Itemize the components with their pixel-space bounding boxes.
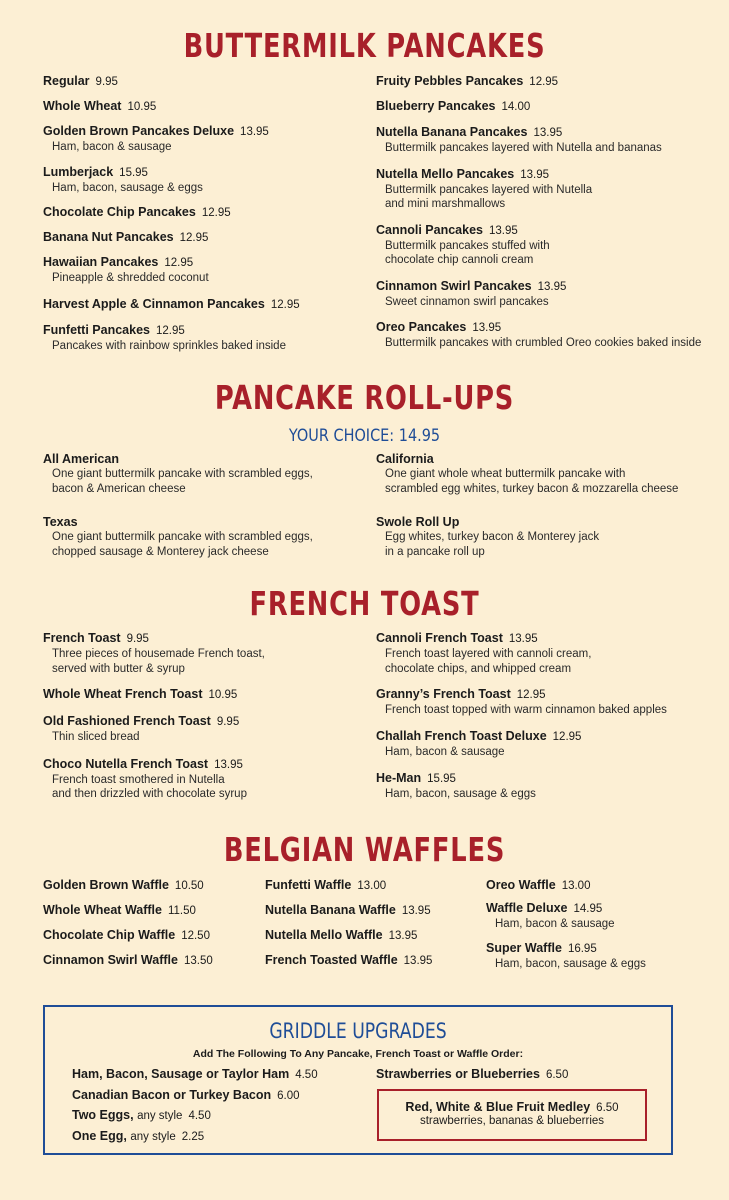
menu-item-price: 13.50: [183, 955, 213, 967]
pancakes-left-column: [43, 74, 363, 353]
upgrades-title: GRIDDLE UPGRADES: [269, 1019, 447, 1043]
menu-item-description: Pancakes with rainbow sprinkles baked inside: [52, 339, 286, 352]
menu-item-description: Ham, bacon, sausage & eggs: [495, 957, 646, 970]
menu-item: [376, 320, 706, 351]
menu-item: [376, 687, 706, 718]
menu-item-name: California: [376, 452, 434, 466]
upgrade-item: One Egg, any style 2.25: [72, 1129, 205, 1143]
menu-item: [376, 452, 706, 496]
menu-item-name: Funfetti Pancakes: [43, 322, 150, 337]
menu-item-description: French toast layered with cannoli cream, chocolate chips, and whipped cream: [385, 648, 592, 675]
menu-item-name: Granny’s French Toast: [376, 687, 511, 701]
menu-item: [43, 714, 363, 745]
menu-item-description: Pineapple & shredded coconut: [52, 272, 209, 284]
pancakes-title: BUTTERMILK PANCAKES: [183, 26, 546, 65]
menu-item-name: Cannoli Pancakes: [376, 222, 483, 237]
menu-item-name: Cinnamon Swirl Waffle: [43, 953, 178, 967]
menu-item: [43, 452, 363, 496]
menu-item: [265, 953, 475, 969]
waffles-column-1: [43, 878, 253, 969]
menu-item-description: Ham, bacon & sausage: [385, 745, 505, 758]
menu-item-name: Cannoli French Toast: [376, 631, 503, 645]
menu-item-price: 9.95: [95, 76, 118, 88]
menu-item-price: 11.50: [167, 905, 196, 917]
menu-item-name: Cinnamon Swirl Pancakes: [376, 278, 532, 293]
menu-item-price: 9.95: [216, 716, 240, 728]
upgrades-subtitle: Add The Following To Any Pancake, French Toast or Waffle Order:: [192, 1048, 524, 1060]
menu-item-price: 12.95: [270, 298, 300, 311]
menu-item-description: Ham, bacon, sausage & eggs: [52, 181, 203, 194]
menu-item-description: Buttermilk pancakes stuffed with chocolate chip cannoli cream: [385, 239, 550, 266]
menu-item-description: Three pieces of housemade French toast, served with butter & syrup: [52, 648, 265, 675]
menu-item: [486, 941, 706, 972]
menu-item-price: 13.95: [508, 633, 538, 645]
menu-item: [43, 205, 363, 221]
menu-item-name: Chocolate Chip Waffle: [43, 928, 176, 942]
menu-item-price: 13.00: [561, 880, 591, 892]
menu-item-name: All American: [43, 452, 119, 466]
upgrade-item: Canadian Bacon or Turkey Bacon 6.00: [72, 1088, 300, 1102]
menu-item-description: Ham, bacon, sausage & eggs: [385, 788, 536, 800]
menu-item: [486, 878, 706, 894]
menu-item: [376, 99, 706, 115]
menu-item-price: 10.50: [174, 880, 204, 892]
pancakes-right-column: [376, 74, 706, 351]
menu-item: [376, 631, 706, 676]
menu-item-price: 13.95: [472, 322, 502, 334]
fruit-medley-box: [377, 1089, 647, 1141]
menu-item-price: 13.00: [357, 880, 387, 892]
menu-item-description: One giant buttermilk pancake with scrambled eggs, chopped sausage & Monterey jack cheese: [52, 531, 313, 558]
menu-item-price: 10.95: [127, 101, 157, 113]
menu-item: [43, 953, 253, 969]
menu-item: [43, 903, 253, 919]
menu-item: [43, 165, 363, 196]
menu-item-price: 13.95: [489, 224, 518, 237]
menu-item-description: Buttermilk pancakes layered with Nutella and bananas: [385, 142, 662, 154]
menu-item-name: Regular: [43, 74, 90, 88]
menu-item: [376, 74, 706, 90]
menu-item-price: 10.95: [208, 689, 238, 701]
menu-item: [265, 878, 475, 894]
menu-item-name: Banana Nut Pancakes: [43, 230, 174, 244]
menu-item-name: Nutella Mello Waffle: [265, 928, 383, 942]
menu-item-price: 14.00: [501, 101, 531, 113]
menu-item: [376, 729, 706, 760]
menu-item-name: Challah French Toast Deluxe: [376, 728, 547, 743]
menu-item: [43, 99, 363, 115]
menu-item-name: Nutella Banana Pancakes: [376, 125, 528, 139]
menu-item: [376, 125, 706, 156]
menu-item-name: French Toasted Waffle: [265, 953, 398, 967]
menu-item-price: 13.95: [388, 930, 418, 942]
menu-item-price: 13.95: [537, 280, 567, 293]
menu-item-price: 14.95: [573, 903, 603, 915]
menu-item-price: 12.95: [529, 76, 559, 88]
waffles-column-3: [486, 878, 706, 971]
fruit-medley-desc: strawberries, bananas & blueberries: [419, 1115, 605, 1127]
menu-item: [376, 279, 706, 310]
menu-item-description: Sweet cinnamon swirl pancakes: [385, 295, 549, 308]
menu-item-price: 15.95: [427, 773, 456, 785]
menu-item-name: Harvest Apple & Cinnamon Pancakes: [43, 296, 265, 311]
menu-item: [43, 515, 363, 559]
menu-item-description: Ham, bacon & sausage: [495, 918, 615, 930]
menu-item-name: Chocolate Chip Pancakes: [43, 205, 196, 219]
menu-item-price: 12.95: [516, 689, 546, 701]
menu-item-description: French toast smothered in Nutella and then drizzled with chocolate syrup: [52, 773, 247, 800]
menu-item-price: 12.95: [552, 730, 582, 743]
rollups-right-column: [376, 452, 706, 559]
menu-item-price: 12.95: [201, 207, 231, 219]
menu-item-name: Golden Brown Waffle: [43, 878, 169, 892]
menu-item: [376, 771, 706, 802]
menu-item-name: Whole Wheat Waffle: [43, 903, 162, 917]
menu-item-description: Buttermilk pancakes with crumbled Oreo cookies baked inside: [385, 337, 702, 349]
menu-item-name: Super Waffle: [486, 940, 562, 955]
menu-item-description: Egg whites, turkey bacon & Monterey jack in a pancake roll up: [385, 531, 600, 558]
menu-item: [43, 631, 363, 676]
menu-item: [43, 878, 253, 894]
fruit-medley-name: Red, White & Blue Fruit Medley 6.50: [405, 1100, 619, 1114]
menu-item-name: Texas: [43, 515, 78, 529]
menu-item-price: 13.95: [401, 905, 431, 917]
toast-title: FRENCH TOAST: [249, 584, 480, 623]
menu-item: [265, 903, 475, 919]
upgrade-item: Two Eggs, any style 4.50: [72, 1108, 211, 1122]
menu-item-price: 13.95: [520, 168, 550, 181]
menu-item-name: Nutella Mello Pancakes: [376, 166, 515, 181]
menu-item: [43, 687, 363, 703]
menu-item-name: Hawaiian Pancakes: [43, 255, 159, 269]
menu-item-name: Oreo Waffle: [486, 878, 556, 892]
rollups-left-column: [43, 452, 363, 559]
menu-item-description: Thin sliced bread: [52, 731, 140, 743]
menu-item-name: Golden Brown Pancakes Deluxe: [43, 124, 235, 138]
menu-item-price: 9.95: [126, 633, 149, 645]
toast-right-column: [376, 631, 706, 802]
menu-item: [43, 230, 363, 246]
menu-item: [376, 167, 706, 212]
menu-item-name: Whole Wheat French Toast: [43, 687, 203, 701]
waffles-column-2: [265, 878, 475, 969]
menu-item-name: Funfetti Waffle: [265, 878, 352, 892]
menu-item-price: 13.95: [214, 758, 243, 771]
menu-item-name: Swole Roll Up: [376, 515, 460, 529]
toast-left-column: [43, 631, 363, 802]
menu-item-price: 15.95: [119, 166, 148, 179]
menu-item-price: 12.95: [179, 232, 209, 244]
menu-item-description: One giant buttermilk pancake with scrambled eggs, bacon & American cheese: [52, 468, 313, 495]
menu-item: [43, 757, 363, 802]
menu-item-description: French toast topped with warm cinnamon baked apples: [385, 704, 667, 716]
menu-item: [265, 928, 475, 944]
menu-item-name: Whole Wheat: [43, 99, 122, 113]
menu-item: [43, 928, 253, 944]
menu-item-description: One giant whole wheat buttermilk pancake with scrambled egg whites, turkey bacon & mozzarella cheese: [385, 468, 679, 495]
menu-item: [376, 515, 706, 559]
menu-item-name: Lumberjack: [43, 164, 114, 179]
menu-item: [43, 124, 363, 155]
menu-item-description: Ham, bacon & sausage: [52, 141, 172, 153]
menu-item: [43, 255, 363, 286]
menu-item-price: 12.95: [164, 257, 194, 269]
menu-item-name: Old Fashioned French Toast: [43, 714, 211, 728]
menu-item-name: Fruity Pebbles Pancakes: [376, 74, 524, 88]
upgrade-item: Ham, Bacon, Sausage or Taylor Ham 4.50: [72, 1067, 318, 1081]
menu-item-name: Nutella Banana Waffle: [265, 903, 396, 917]
menu-item-price: 12.50: [181, 930, 210, 942]
menu-item-price: 13.95: [240, 126, 269, 138]
menu-item-price: 16.95: [567, 942, 597, 955]
rollups-title: PANCAKE ROLL-UPS: [214, 378, 515, 417]
menu-item-description: Buttermilk pancakes layered with Nutella and mini marshmallows: [385, 183, 593, 210]
menu-item-name: Choco Nutella French Toast: [43, 756, 209, 771]
menu-item: [43, 74, 363, 90]
rollups-subtitle: YOUR CHOICE: 14.95: [288, 426, 441, 446]
menu-item-price: 12.95: [155, 324, 185, 337]
menu-item: [43, 297, 363, 313]
griddle-upgrades-box: [43, 1005, 673, 1155]
menu-item: [43, 323, 363, 354]
menu-item: [486, 901, 706, 932]
menu-item-price: 13.95: [533, 127, 563, 139]
upgrade-item-berries: Strawberries or Blueberries 6.50: [376, 1067, 569, 1081]
menu-item-name: Oreo Pancakes: [376, 320, 467, 334]
waffles-title: BELGIAN WAFFLES: [223, 830, 506, 869]
menu-item: [376, 223, 706, 268]
menu-item-name: Blueberry Pancakes: [376, 99, 496, 113]
menu-item-name: French Toast: [43, 631, 121, 645]
menu-item-name: He-Man: [376, 771, 422, 785]
menu-item-name: Waffle Deluxe: [486, 901, 568, 915]
menu-item-price: 13.95: [403, 955, 433, 967]
